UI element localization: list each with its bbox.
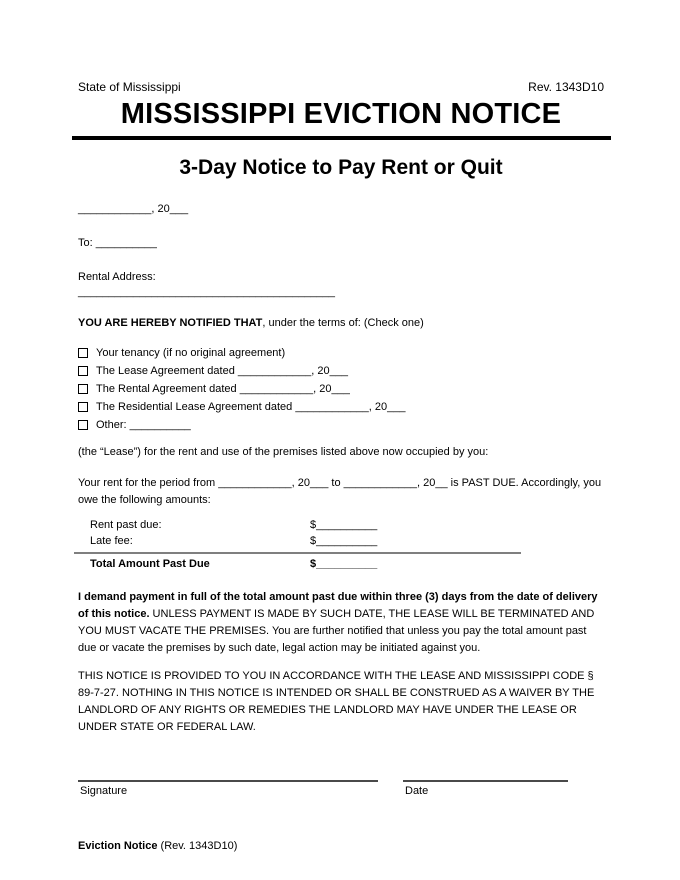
notified-bold-text: YOU ARE HEREBY NOTIFIED THAT xyxy=(78,317,263,329)
list-item-other xyxy=(78,416,604,434)
lease-note: (the “Lease”) for the rent and use of the premises listed above now occupied by you: xyxy=(78,446,489,458)
demand-regular-text: UNLESS PAYMENT IS MADE BY SUCH DATE, THE LEASE WILL BE TERMINATED AND YOU MUST VACATE THE PREMISES. You are further notified that unless you pay the total amount past due or vacate the premises by such date, legal action may be initiated against you. xyxy=(78,608,595,654)
option-label: The Residential Lease Agreement dated ____________, 20___ xyxy=(96,400,406,413)
notified-statement xyxy=(78,315,604,332)
checkbox-icon[interactable] xyxy=(78,348,88,358)
table-row-late-fee xyxy=(78,533,604,549)
amount-value-blank: $__________ xyxy=(310,519,378,531)
option-label: Other: __________ xyxy=(96,418,191,431)
amount-label: Rent past due: xyxy=(90,519,162,531)
document-header xyxy=(78,80,604,95)
legal-paragraph: THIS NOTICE IS PROVIDED TO YOU IN ACCORDANCE WITH THE LEASE AND MISSISSIPPI CODE § 89-7-27. NOTHING IN THIS NOTICE IS INTENDED OR SHALL BE CONSTRUED AS A WAIVER BY THE LANDLORD OF ANY RIGHTS OR REMEDIES THE LANDLORD MAY HAVE UNDER THE LEASE OR UNDER STATE OR FEDERAL LAW. xyxy=(78,670,595,733)
notice-subtitle: 3-Day Notice to Pay Rent or Quit xyxy=(179,156,503,179)
state-label: State of Mississippi xyxy=(78,80,181,94)
checkbox-icon[interactable] xyxy=(78,384,88,394)
demand-bold-text: I demand payment in full of the total amount past due within three (3) days from the date of delivery of this notice. xyxy=(78,591,598,620)
list-item-residential-lease xyxy=(78,398,604,416)
signature-label: Signature xyxy=(80,785,128,797)
signature-block xyxy=(78,780,378,799)
total-separator-line xyxy=(74,552,521,554)
list-item-lease-agreement xyxy=(78,362,604,380)
amount-value-blank: $__________ xyxy=(310,535,378,547)
footer-bold-text: Eviction Notice xyxy=(78,840,158,852)
list-item-rental-agreement xyxy=(78,380,604,398)
agreement-options-list xyxy=(78,344,604,434)
table-row-total xyxy=(78,556,604,573)
rental-address-blank-line: __________________________________________ xyxy=(78,286,335,298)
option-label: Your tenancy (if no original agreement) xyxy=(96,346,286,359)
amounts-table xyxy=(78,517,604,573)
amount-label: Late fee: xyxy=(90,535,133,547)
title-divider xyxy=(72,136,611,140)
signature-section xyxy=(78,780,604,799)
to-field: To: __________ xyxy=(78,237,157,249)
demand-paragraph xyxy=(78,589,604,657)
document-footer xyxy=(78,840,604,852)
checkbox-icon[interactable] xyxy=(78,366,88,376)
option-label: The Lease Agreement dated ____________, 20___ xyxy=(96,364,348,377)
revision-label: Rev. 1343D10 xyxy=(528,80,604,94)
total-label: Total Amount Past Due xyxy=(90,558,210,570)
footer-regular-text: (Rev. 1343D10) xyxy=(157,840,238,852)
table-row-rent-past-due xyxy=(78,517,604,533)
notified-regular-text: , under the terms of: (Check one) xyxy=(262,317,424,329)
checkbox-icon[interactable] xyxy=(78,420,88,430)
total-value-blank: $__________ xyxy=(310,558,378,570)
page-title: MISSISSIPPI EVICTION NOTICE xyxy=(120,98,562,130)
option-label: The Rental Agreement dated ____________, 20___ xyxy=(96,382,350,395)
date-block xyxy=(403,780,568,799)
rent-past-due-paragraph: Your rent for the period from ____________, 20___ to ____________, 20__ is PAST DUE. Accordingly, you owe the following amounts: xyxy=(78,477,602,506)
checkbox-icon[interactable] xyxy=(78,402,88,412)
date-blank-line: ____________, 20___ xyxy=(78,203,189,215)
list-item-tenancy xyxy=(78,344,604,362)
rental-address-label: Rental Address: xyxy=(78,271,156,283)
date-label: Date xyxy=(405,785,429,797)
